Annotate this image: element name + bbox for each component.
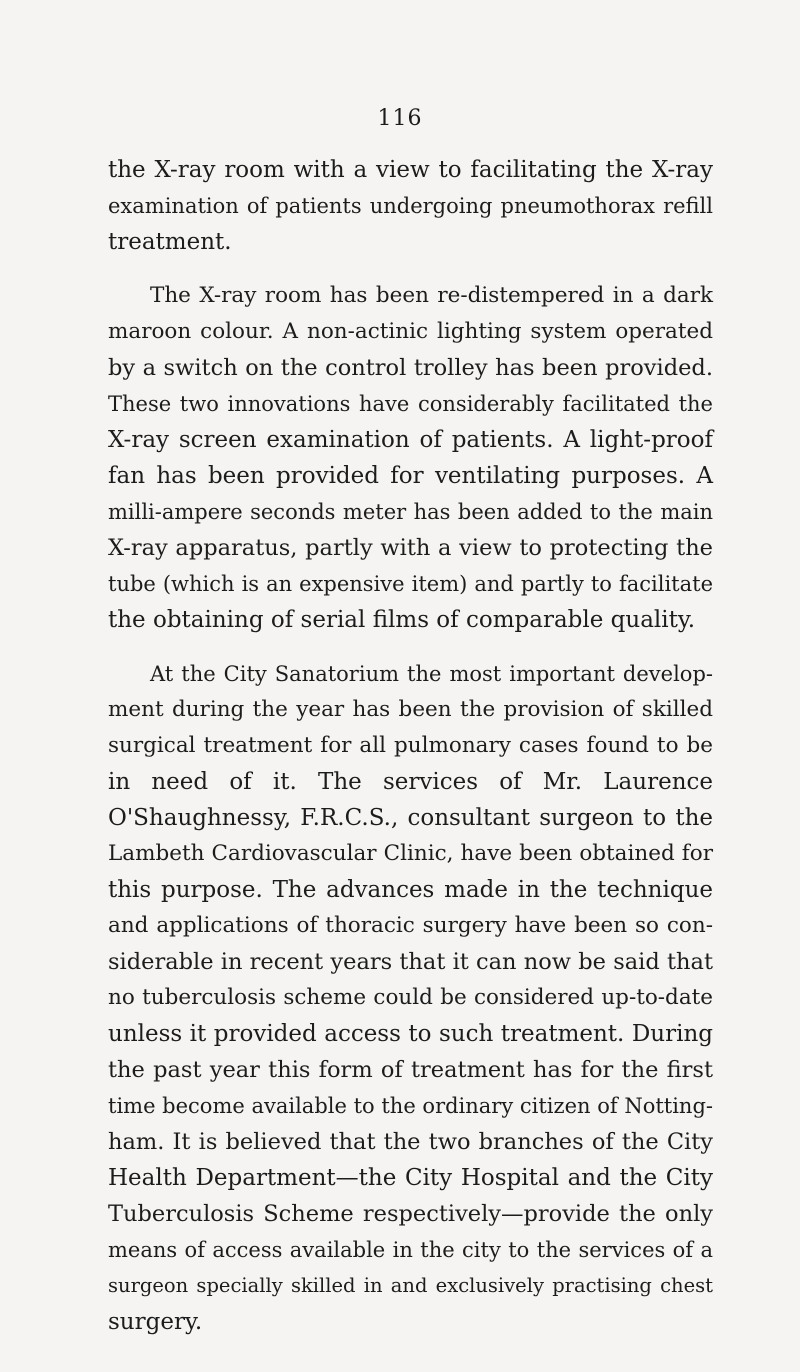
text-line: examination of patients undergoing pneumothorax refill — [108, 194, 713, 218]
text-line: fan has been provided for ventilating purposes. A — [108, 463, 713, 489]
text-line: At the City Sanatorium the most important develop- — [150, 662, 713, 686]
text-line: X-ray screen examination of patients. A light-proof — [108, 427, 713, 453]
paragraph-3 — [108, 656, 713, 1340]
text-line: siderable in recent years that it can now be said that — [108, 949, 713, 975]
text-line: unless it provided access to such treatment. During — [108, 1021, 713, 1047]
text-line: milli-ampere seconds meter has been added to the main — [108, 500, 713, 524]
text-line: O'Shaughnessy, F.R.C.S., consultant surgeon to the — [108, 805, 713, 831]
text-line: X-ray apparatus, partly with a view to protecting the — [108, 535, 713, 561]
text-line: no tuberculosis scheme could be considered up-to-date — [108, 985, 713, 1010]
text-line: this purpose. The advances made in the technique — [108, 877, 713, 903]
text-line: tube (which is an expensive item) and partly to facilitate — [108, 572, 713, 596]
text-line: Tuberculosis Scheme respectively—provide the only — [108, 1201, 713, 1227]
body-text — [108, 152, 713, 1358]
text-line: surgical treatment for all pulmonary cases found to be — [108, 733, 713, 758]
text-line: These two innovations have considerably facilitated the — [108, 392, 713, 416]
text-line: by a switch on the control trolley has been provided. — [108, 355, 713, 381]
text-line: ham. It is believed that the two branches of the City — [108, 1129, 713, 1155]
text-line: means of access available in the city to the services of a — [108, 1238, 713, 1262]
text-line: the obtaining of serial films of comparable quality. — [108, 607, 696, 633]
text-line: time become available to the ordinary citizen of Notting- — [108, 1094, 713, 1118]
text-line: Lambeth Cardiovascular Clinic, have been obtained for — [108, 841, 713, 866]
text-line: ment during the year has been the provision of skilled — [108, 697, 713, 722]
paragraph-2 — [108, 278, 713, 638]
text-line: Health Department—the City Hospital and the City — [108, 1165, 713, 1191]
text-line: surgeon specially skilled in and exclusively practising chest — [108, 1274, 713, 1297]
text-line: the past year this form of treatment has for the first — [108, 1057, 713, 1083]
text-line: and applications of thoracic surgery have been so con- — [108, 913, 713, 938]
text-line: the X-ray room with a view to facilitating the X-ray — [108, 157, 713, 183]
text-line: maroon colour. A non-actinic lighting system operated — [108, 319, 713, 344]
text-line: in need of it. The services of Mr. Laurence — [108, 769, 713, 795]
text-line: treatment. — [108, 229, 232, 255]
text-line: The X-ray room has been re-distempered in a dark — [150, 283, 713, 308]
paragraph-1 — [108, 152, 713, 260]
text-line: surgery. — [108, 1309, 203, 1335]
page-number: 116 — [377, 106, 423, 131]
